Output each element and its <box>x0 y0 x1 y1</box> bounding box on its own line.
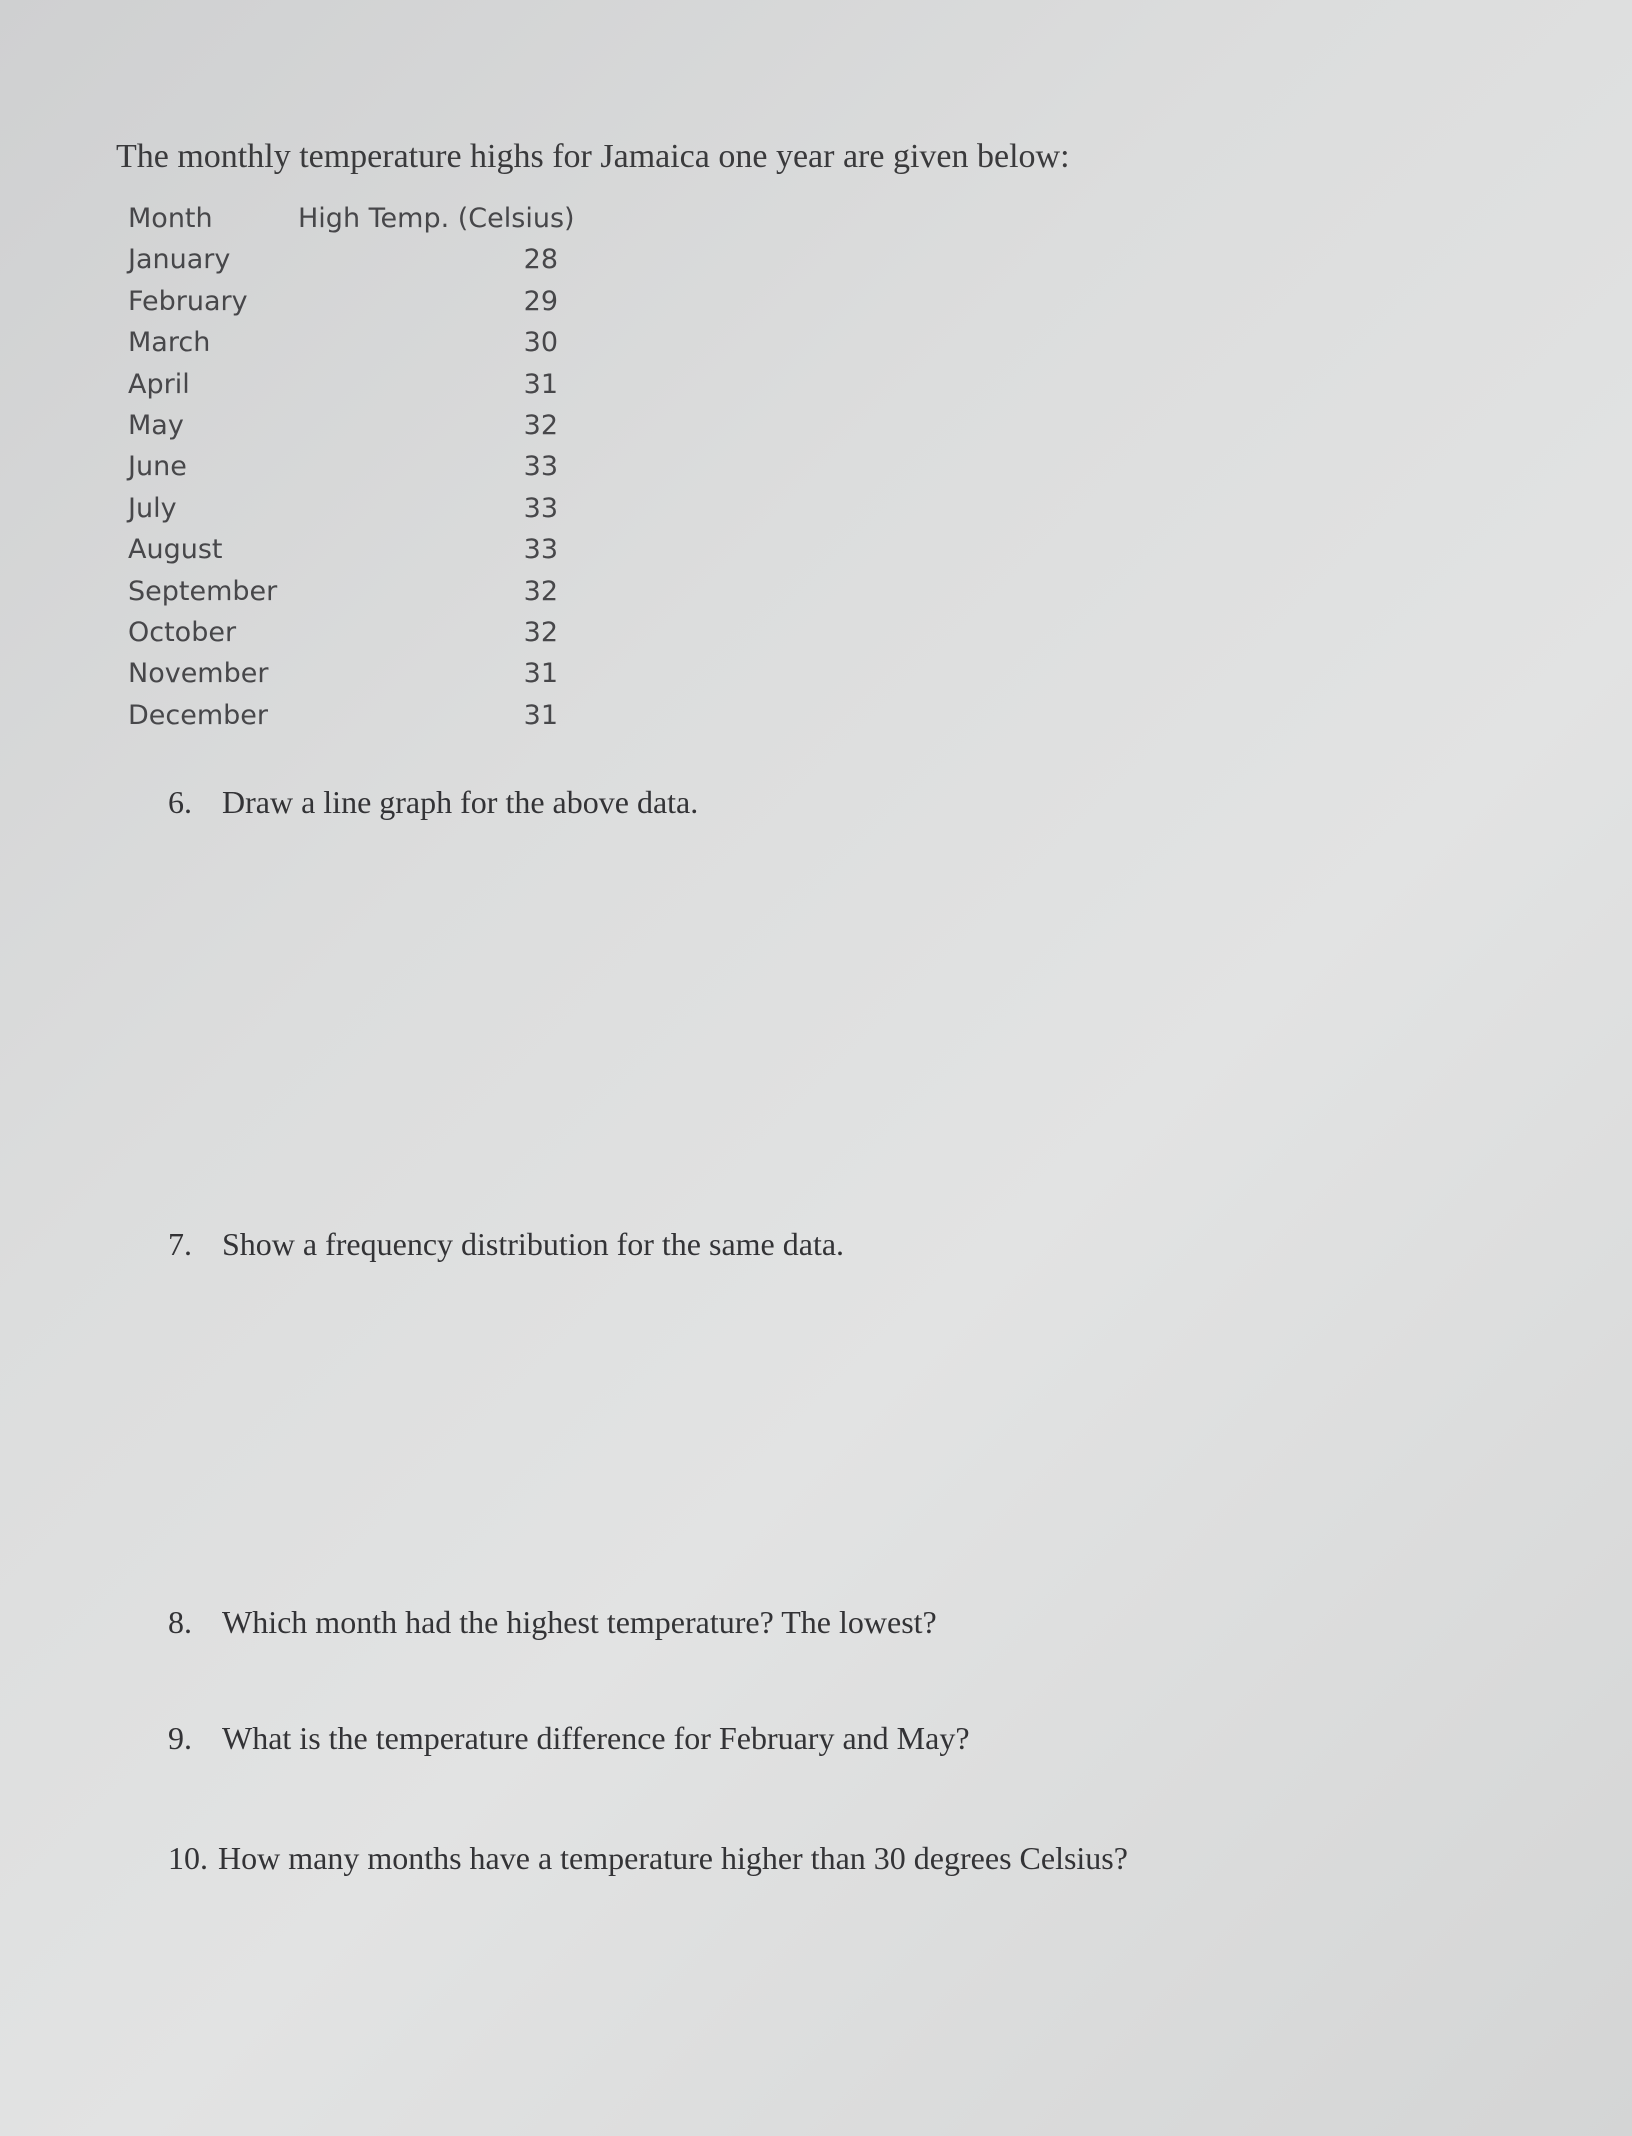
temp-cell: 33 <box>523 534 558 566</box>
temp-cell: 32 <box>523 616 558 648</box>
temp-cell: 31 <box>523 368 558 400</box>
temperature-table <box>128 198 575 736</box>
table-row <box>128 322 558 363</box>
temp-cell: 32 <box>523 575 558 607</box>
question-8 <box>168 1604 937 1641</box>
table-row <box>128 405 558 446</box>
question-6 <box>168 784 698 821</box>
intro-text: The monthly temperature highs for Jamaica one year are given below: <box>116 138 1070 175</box>
question-number: 8. <box>168 1604 192 1640</box>
month-cell: April <box>128 368 190 400</box>
temp-cell: 29 <box>523 285 558 317</box>
temp-cell: 33 <box>523 492 558 524</box>
table-header-row <box>128 198 575 239</box>
question-text: Which month had the highest temperature? The lowest? <box>222 1604 937 1640</box>
question-number: 6. <box>168 784 192 820</box>
month-cell: October <box>128 616 237 648</box>
temp-cell: 30 <box>523 327 558 359</box>
month-cell: June <box>128 451 187 483</box>
question-10 <box>168 1840 1128 1877</box>
table-row <box>128 612 558 653</box>
question-7 <box>168 1226 844 1263</box>
month-cell: January <box>128 244 231 276</box>
header-month: Month <box>128 203 213 234</box>
question-number: 10. <box>168 1840 208 1876</box>
month-cell: February <box>128 285 248 317</box>
question-number: 7. <box>168 1226 192 1262</box>
month-cell: March <box>128 327 211 359</box>
month-cell: November <box>128 658 269 690</box>
table-row <box>128 571 558 612</box>
question-9 <box>168 1720 970 1757</box>
table-row <box>128 446 558 487</box>
table-row <box>128 488 558 529</box>
header-temp: High Temp. (Celsius) <box>298 203 575 234</box>
month-cell: July <box>128 492 177 524</box>
table-row <box>128 239 558 280</box>
month-cell: December <box>128 699 269 731</box>
table-row <box>128 695 558 736</box>
temp-cell: 31 <box>523 699 558 731</box>
table-row <box>128 529 558 570</box>
question-number: 9. <box>168 1720 192 1756</box>
table-row <box>128 364 558 405</box>
question-text: Show a frequency distribution for the same data. <box>222 1226 845 1262</box>
question-text: How many months have a temperature higher than 30 degrees Celsius? <box>218 1840 1128 1876</box>
question-text: What is the temperature difference for February and May? <box>222 1720 970 1756</box>
question-text: Draw a line graph for the above data. <box>222 784 699 820</box>
table-row <box>128 281 558 322</box>
month-cell: August <box>128 534 223 566</box>
month-cell: September <box>128 575 278 607</box>
temp-cell: 32 <box>523 409 558 441</box>
temp-cell: 31 <box>523 658 558 690</box>
temp-cell: 33 <box>523 451 558 483</box>
month-cell: May <box>128 409 184 441</box>
table-row <box>128 653 558 694</box>
temp-cell: 28 <box>523 244 558 276</box>
